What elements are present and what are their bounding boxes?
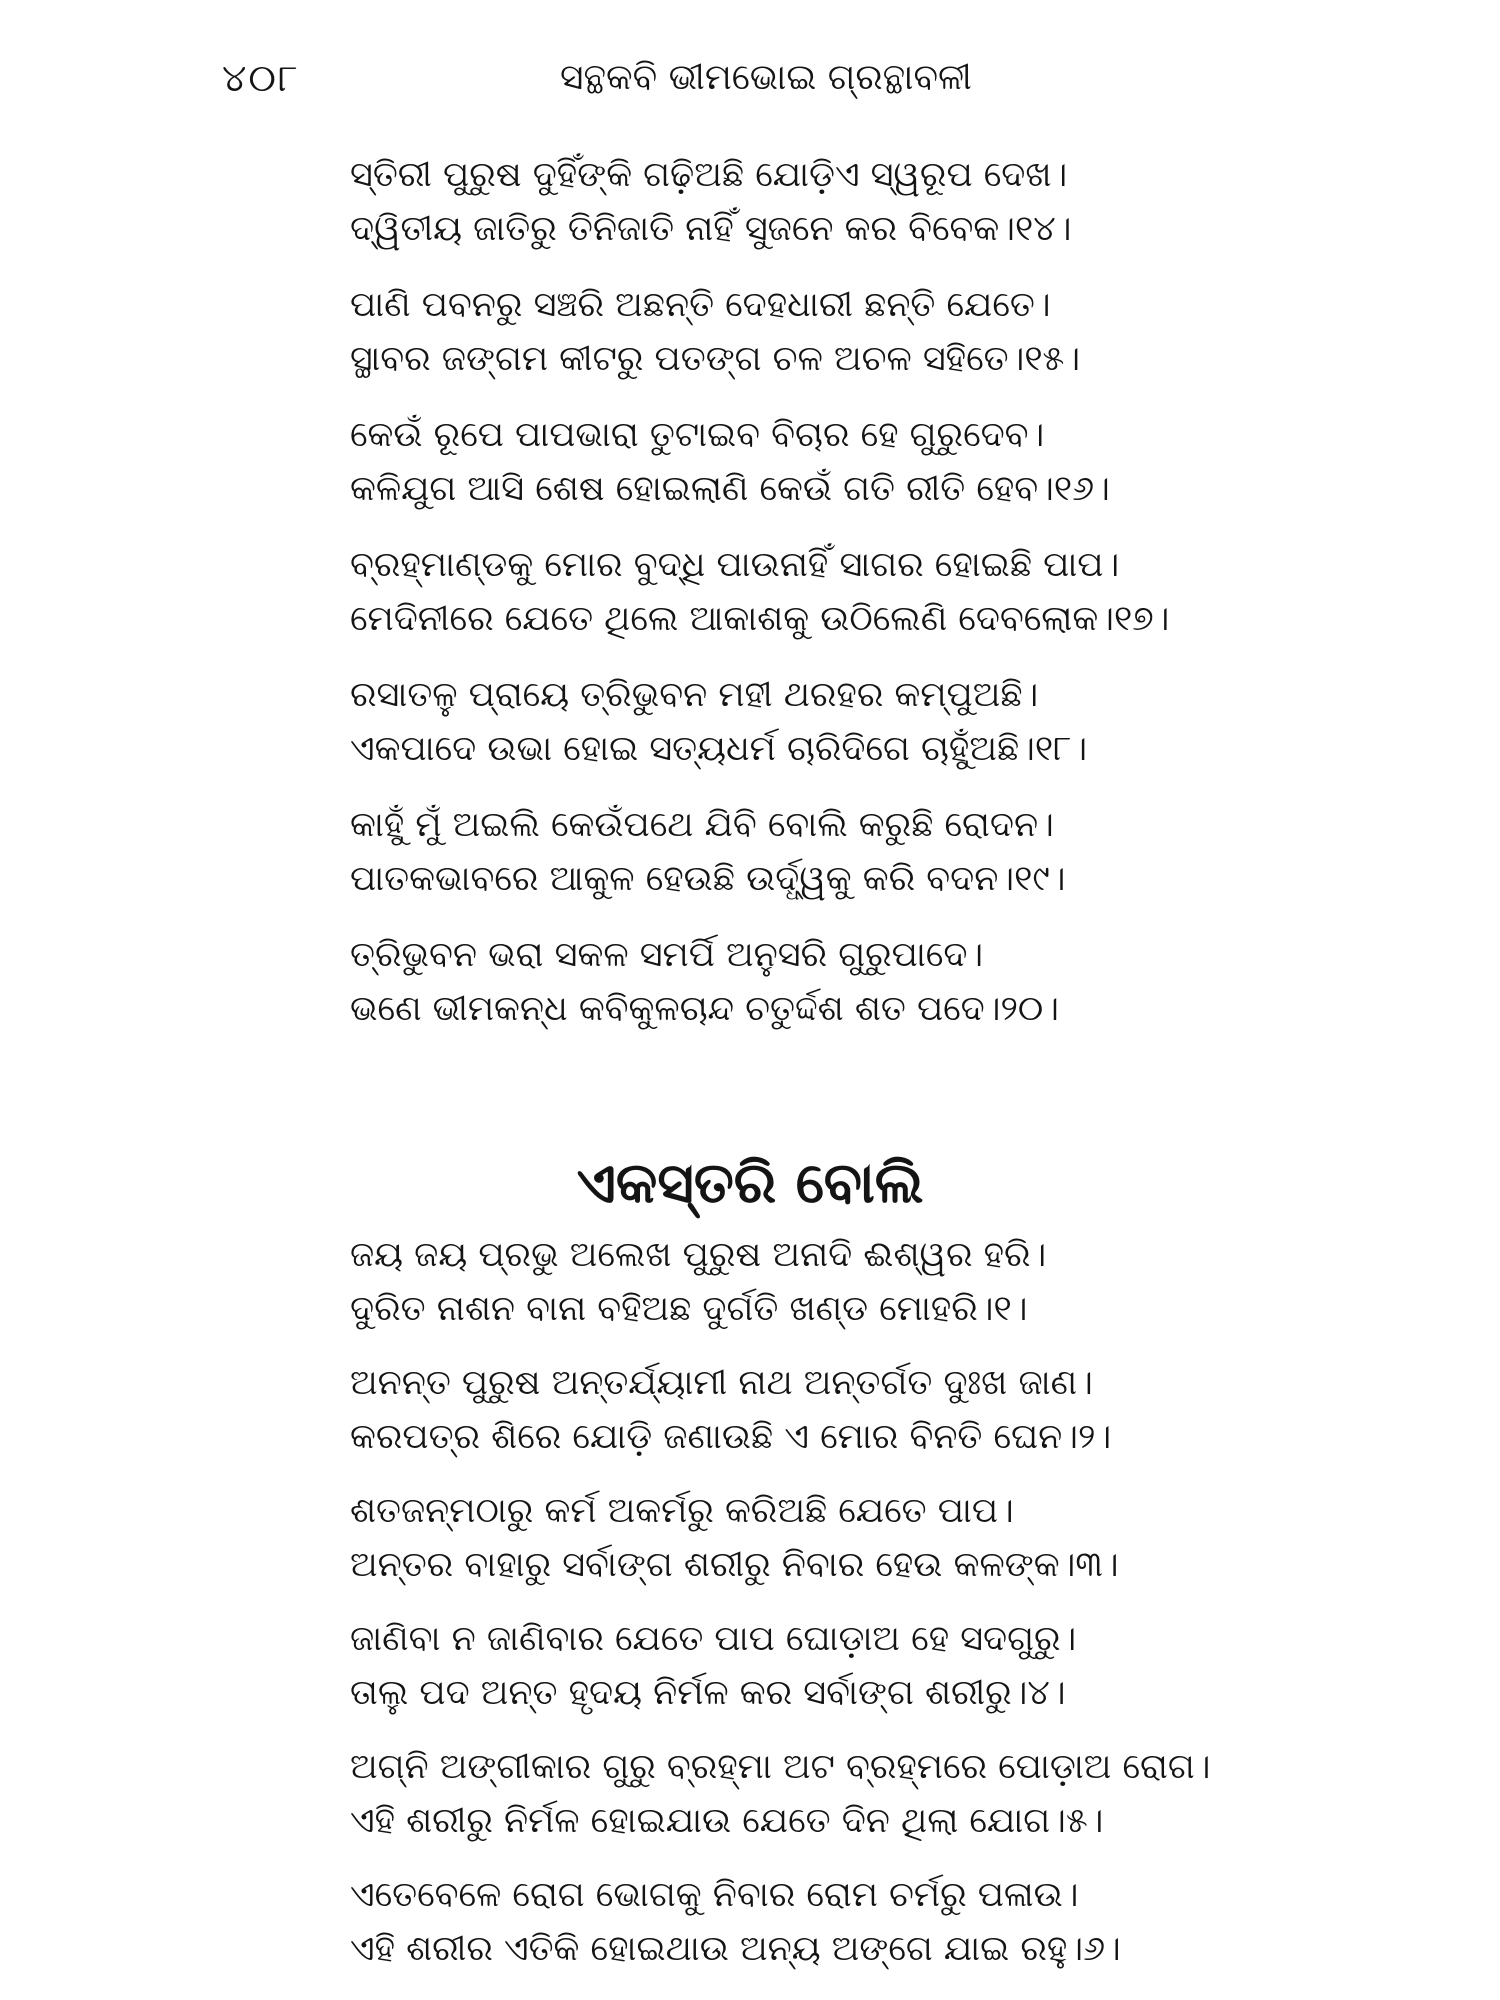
verse-line: କେଉଁ ରୂପେ ପାପଭାରା ତୁଟାଇବ ବିଚାର ହେ ଗୁରୁଦେବ। xyxy=(350,415,1045,455)
couplet-3 xyxy=(350,1484,1350,1592)
couplet-19 xyxy=(350,798,1350,906)
verse-line: ଏହି ଶରୀରୁ ନିର୍ମଳ ହୋଇଯାଉ ଯେତେ ଦିନ ଥିଲା ଯୋଗ।୫। xyxy=(350,1801,1104,1841)
couplet-15 xyxy=(350,278,1350,386)
verse-line: ଅନନ୍ତ ପୁରୁଷ ଅନ୍ତର୍ଯ୍ୟାମୀ ନାଥ ଅନ୍ତର୍ଗତ ଦୁଃଖ ଜାଣ। xyxy=(350,1363,1093,1403)
verse-line: ଜାଣିବା ନ ଜାଣିବାର ଯେତେ ପାପ ଘୋଡ଼ାଅ ହେ ସଦଗୁରୁ। xyxy=(350,1619,1077,1659)
couplet-17 xyxy=(350,538,1350,646)
page-number: ୪୦୮ xyxy=(222,56,300,100)
verse-line: କଳିଯୁଗ ଆସି ଶେଷ ହୋଇଲାଣି କେଉଁ ଗତି ରୀତି ହେବ।୧୬। xyxy=(350,469,1110,509)
verse-line: ଦ୍ୱିତୀୟ ଜାତିରୁ ତିନିଜାତି ନାହିଁ ସୁଜନେ କର ବିବେକ।୧୪। xyxy=(350,209,1072,249)
running-title: ସନ୍ଥକବି ଭୀମଭୋଇ ଗ୍ରନ୍ଥାବଳୀ xyxy=(560,57,972,98)
verse-line: ଭଣେ ଭୀମକନ୍ଧ କବିକୁଳଚାନ୍ଦ ଚତୁର୍ଦ୍ଦଶ ଶତ ପଦେ।୨୦। xyxy=(350,989,1060,1029)
verse-line: କରପତ୍ର ଶିରେ ଯୋଡ଼ି ଜଣାଉଛି ଏ ମୋର ବିନତି ଘେନ।୨। xyxy=(350,1417,1112,1457)
verse-line: ବ୍ରହ୍ମାଣ୍ଡକୁ ମୋର ବୁଦ୍ଧି ପାଉନାହିଁ ସାଗର ହୋଇଛି ପାପ। xyxy=(350,545,1120,585)
verse-line: ତ୍ରିଭୁବନ ଭରା ସକଳ ସମର୍ପି ଅନୁସରି ଗୁରୁପାଦେ। xyxy=(350,935,984,975)
verse-line: ଏତେବେଳେ ରୋଗ ଭୋଗକୁ ନିବାର ରୋମ ଚର୍ମରୁ ପଳାଉ। xyxy=(350,1875,1079,1915)
verse-line: କାହୁଁ ମୁଁ ଅଇଲି କେଉଁପଥେ ଯିବି ବୋଲି କରୁଛି ରୋଦନ। xyxy=(350,805,1054,845)
couplet-4 xyxy=(350,1612,1350,1720)
verse-line: ଶତଜନ୍ମଠାରୁ କର୍ମ ଅକର୍ମରୁ କରିଅଛି ଯେତେ ପାପ। xyxy=(350,1491,1014,1531)
couplet-16 xyxy=(350,408,1350,516)
verse-block-part1 xyxy=(350,148,1350,1058)
verse-line: ତାଲୁ ପଦ ଅନ୍ତ ହୃଦୟ ନିର୍ମଳ କର ସର୍ବାଙ୍ଗ ଶରୀରୁ।୪। xyxy=(350,1673,1066,1713)
couplet-5 xyxy=(350,1740,1350,1848)
verse-line: ପାଣି ପବନରୁ ସଞ୍ଚରି ଅଛନ୍ତି ଦେହଧାରୀ ଛନ୍ତି ଯେତେ। xyxy=(350,285,1051,325)
verse-line: ଏହି ଶରୀର ଏତିକି ହୋଇଥାଉ ଅନ୍ୟ ଅଙ୍ଗେ ଯାଇ ରହୁ।୬। xyxy=(350,1929,1121,1969)
verse-line: ସ୍ଥାବର ଜଙ୍ଗମ କୀଟରୁ ପତଙ୍ଗ ଚଳ ଅଚଳ ସହିତେ।୧୫। xyxy=(350,339,1081,379)
verse-line: ଅନ୍ତର ବାହାରୁ ସର୍ବାଙ୍ଗ ଶରୀରୁ ନିବାର ହେଉ କଳଙ୍କ।୩। xyxy=(350,1545,1119,1585)
verse-line: ଏକପାଦେ ଉଭା ହୋଇ ସତ୍ୟଧର୍ମ ଚାରିଦିଗେ ଚାହୁଁଅଛି।୧୮। xyxy=(350,729,1088,769)
verse-line: ରସାତଳୁ ପ୍ରାୟେ ତ୍ରିଭୁବନ ମହୀ ଥରହର କମ୍ପୁଅଛି। xyxy=(350,675,1039,715)
verse-block-part2 xyxy=(350,1228,1350,1996)
page-header xyxy=(0,48,1500,108)
verse-line: ଦୁରିତ ନାଶନ ବାନା ବହିଅଛ ଦୁର୍ଗତି ଖଣ୍ଡ ମୋହରି।୧। xyxy=(350,1289,1028,1329)
verse-line: ଜୟ ଜୟ ପ୍ରଭୁ ଅଲେଖ ପୁରୁଷ ଅନାଦି ଈଶ୍ୱର ହରି। xyxy=(350,1235,1047,1275)
couplet-20 xyxy=(350,928,1350,1036)
verse-line: ଅଗ୍ନି ଅଙ୍ଗୀକାର ଗୁରୁ ବ୍ରହ୍ମା ଅଟ ବ୍ରହ୍ମରେ ପୋଡ଼ାଅ ରୋଗ। xyxy=(350,1747,1211,1787)
couplet-18 xyxy=(350,668,1350,776)
couplet-2 xyxy=(350,1356,1350,1464)
couplet-14 xyxy=(350,148,1350,256)
verse-line: ମେଦିନୀରେ ଯେତେ ଥିଲେ ଆକାଶକୁ ଉଠିଲେଣି ଦେବଲୋକ।୧୭। xyxy=(350,599,1170,639)
verse-line: ସ୍ତିରୀ ପୁରୁଷ ଦୁହିଁଙ୍କି ଗଢ଼ିଅଛି ଯୋଡ଼ିଏ ସ୍ୱରୂପ ଦେଖ। xyxy=(350,155,1068,195)
verse-line: ପାତକଭାବରେ ଆକୁଳ ହେଉଛି ଉର୍ଦ୍ଧ୍ୱକୁ କରି ବଦନ।୧୯। xyxy=(350,859,1066,899)
couplet-6 xyxy=(350,1868,1350,1976)
couplet-1 xyxy=(350,1228,1350,1336)
section-heading: ଏକସ୍ତରି ବୋଲି xyxy=(576,1151,924,1217)
